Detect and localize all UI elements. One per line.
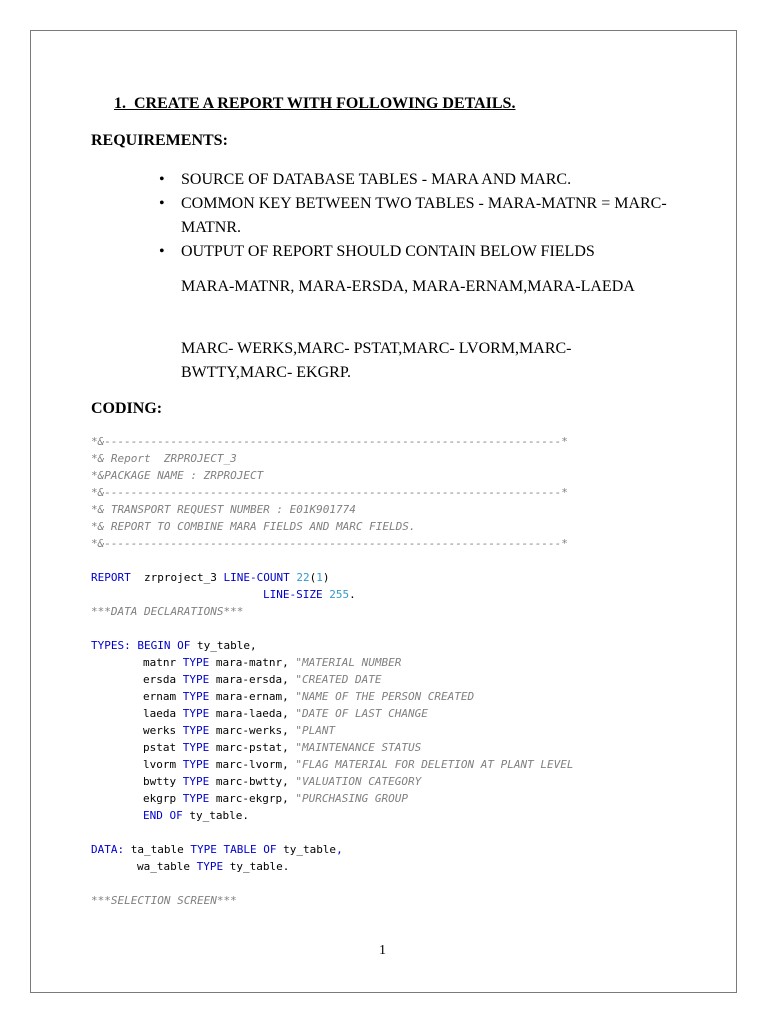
code-line-size-line [91,586,711,603]
code-field-line [91,671,711,688]
keyword-type: TYPE [176,690,216,703]
keyword-type: TYPE [196,860,224,873]
keyword-type-table-of: TYPE TABLE OF [190,843,277,856]
code-blank-line [91,620,711,637]
requirements-list [157,168,677,264]
code-comment-line: *&---------------------------------------------------------------------* [91,486,568,499]
wa-rest: ty_table. [223,860,290,873]
requirement-item: • OUTPUT OF REPORT SHOULD CONTAIN BELOW FIELDS [157,240,677,264]
code-comment-line: ***SELECTION SCREEN*** [91,894,237,907]
code-wa-line [91,858,711,875]
wa-name: wa_table [137,860,197,873]
code-field-line [91,739,711,756]
field-ref: marc-lvorm, [215,758,296,771]
field-comment: "PLANT [295,724,336,737]
code-field-line [91,773,711,790]
line-size-dot: . [349,588,356,601]
keyword-types: TYPES: [91,639,131,652]
code-field-line [91,722,711,739]
keyword-type: TYPE [176,707,216,720]
report-name: zrproject_3 [130,571,224,584]
field-name: bwtty [143,775,177,788]
code-field-line [91,705,711,722]
field-ref: mara-ernam, [215,690,296,703]
keyword-type: TYPE [176,673,216,686]
keyword-end: END [143,809,163,822]
field-comment: "MAINTENANCE STATUS [295,741,422,754]
field-name: ernam [143,690,177,703]
field-name: pstat [143,741,177,754]
field-comment: "VALUATION CATEGORY [295,775,422,788]
field-ref: mara-matnr, [215,656,296,669]
paren-open: ( [309,571,317,584]
mara-fields-list: MARA-MATNR, MARA-ERSDA, MARA-ERNAM,MARA-LAEDA [181,278,635,295]
keyword-begin: BEGIN [130,639,171,652]
field-name: werks [143,724,177,737]
ta-rest: ty_table [276,843,337,856]
keyword-type: TYPE [176,775,216,788]
code-comment-line: *& TRANSPORT REQUEST NUMBER : E01K901774 [91,503,356,516]
field-name: lvorm [143,758,177,771]
code-blank-line [91,552,711,569]
keyword-line-size: LINE-SIZE [263,588,323,601]
keyword-type: TYPE [176,758,216,771]
code-comment-line: *& REPORT TO COMBINE MARA FIELDS AND MARC FIELDS. [91,520,416,533]
field-comment: "CREATED DATE [295,673,382,686]
coding-heading: CODING: [91,400,163,417]
keyword-data: DATA: [91,843,125,856]
field-ref: mara-laeda, [215,707,296,720]
field-name: ekgrp [143,792,177,805]
field-comment: "PURCHASING GROUP [295,792,408,805]
code-comment-line: *&PACKAGE NAME : ZRPROJECT [91,469,264,482]
code-field-line [91,790,711,807]
marc-fields-list: MARC- WERKS,MARC- PSTAT,MARC- LVORM,MARC-BWTTY,MARC- EKGRP. [181,340,572,381]
requirement-item: • COMMON KEY BETWEEN TWO TABLES - MARA-MATNR = MARC-MATNR. [157,192,677,240]
ta-comma: , [336,843,343,856]
code-report-line [91,569,711,586]
ta-name: ta_table [124,843,191,856]
field-name: laeda [143,707,177,720]
paren-close: ) [322,571,330,584]
code-field-line [91,654,711,671]
code-blank-line [91,824,711,841]
code-block [91,433,711,909]
keyword-type: TYPE [176,656,216,669]
code-blank-line [91,875,711,892]
keyword-report: REPORT [91,571,131,584]
field-ref: mara-ersda, [215,673,296,686]
field-comment: "MATERIAL NUMBER [295,656,402,669]
field-ref: marc-ekgrp, [215,792,296,805]
field-comment: "NAME OF THE PERSON CREATED [295,690,475,703]
code-comment-line: *&---------------------------------------------------------------------* [91,537,568,550]
field-ref: marc-pstat, [215,741,296,754]
line-count-value: 22 [289,571,310,584]
types-name: ty_table, [190,639,257,652]
page-number: 1 [379,943,386,958]
document-title: 1. CREATE A REPORT WITH FOLLOWING DETAILS. [114,95,516,112]
field-name: ersda [143,673,177,686]
code-types-line [91,637,711,654]
keyword-type: TYPE [176,724,216,737]
end-name: ty_table. [182,809,249,822]
document-page [30,30,737,993]
keyword-of: OF [162,809,183,822]
field-comment: "DATE OF LAST CHANGE [295,707,428,720]
keyword-type: TYPE [176,741,216,754]
line-count-sub: 1 [316,571,323,584]
field-ref: marc-werks, [215,724,296,737]
requirements-heading: REQUIREMENTS: [91,132,228,149]
keyword-line-count: LINE-COUNT [223,571,290,584]
field-comment: "FLAG MATERIAL FOR DELETION AT PLANT LEVEL [295,758,574,771]
code-data-line [91,841,711,858]
keyword-type: TYPE [176,792,216,805]
field-name: matnr [143,656,177,669]
requirement-item: • SOURCE OF DATABASE TABLES - MARA AND MARC. [157,168,677,192]
code-field-line [91,756,711,773]
code-comment-line: ***DATA DECLARATIONS*** [91,605,244,618]
code-end-line [91,807,711,824]
code-field-line [91,688,711,705]
keyword-of: OF [170,639,191,652]
code-comment-line: *&---------------------------------------------------------------------* [91,435,568,448]
field-ref: marc-bwtty, [215,775,296,788]
line-size-value: 255 [322,588,350,601]
code-comment-line: *& Report ZRPROJECT_3 [91,452,237,465]
